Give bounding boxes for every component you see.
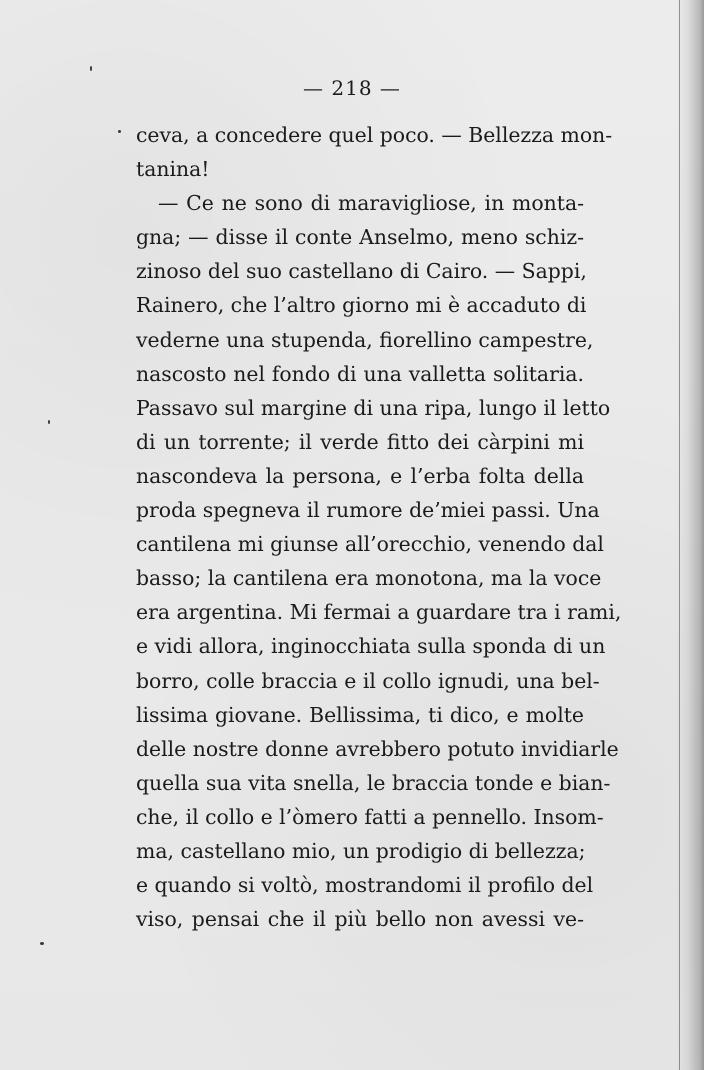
text-line: delle nostre donne avrebbero potuto invidiarle [136,736,619,761]
text-line: che, il collo e l’òmero fatti a pennello. Insom- [136,804,604,829]
ink-speck [40,942,44,945]
text-line: viso, pensai che il più bello non avessi ve- [136,907,584,932]
page-number: — 218 — [303,76,401,100]
text-line: di un torrente; il verde fitto dei càrpini mi [136,429,584,454]
text-line: lissima giovane. Bellissima, ti dico, e molte [136,702,584,727]
text-line: era argentina. Mi fermai a guardare tra i rami, [136,600,622,625]
text-line: e vidi allora, inginocchiata sulla sponda di un [136,634,606,659]
text-line: proda spegneva il rumore de’miei passi. Una [136,498,600,523]
ink-speck [48,420,50,424]
text-line: — Ce ne sono di maravigliose, in monta- [158,191,584,216]
text-line: ma, castellano mio, un prodigio di bellezza; [136,838,586,863]
text-line: nascondeva la persona, e l’erba folta della [136,463,584,488]
ink-speck [90,66,92,71]
text-line: basso; la cantilena era monotona, ma la voce [136,566,602,591]
text-line: zinoso del suo castellano di Cairo. — Sappi, [136,259,587,284]
text-line: vederne una stupenda, fiorellino campestre, [136,327,594,352]
page-edge-line [679,0,680,1070]
text-line: gna; — disse il conte Anselmo, meno schiz- [136,225,584,250]
text-line: cantilena mi giunse all’orecchio, venendo dal [136,532,604,557]
text-line: nascosto nel fondo di una valletta solitaria. [136,361,584,386]
text-line: e quando si voltò, mostrandomi il profilo del [136,873,594,898]
text-line: borro, colle braccia e il collo ignudi, una bel- [136,668,600,693]
text-line: Rainero, che l’altro giorno mi è accaduto di [136,293,587,318]
page-gutter-shadow [676,0,704,1070]
body-text [136,118,622,936]
text-line: Passavo sul margine di una ripa, lungo il letto [136,395,611,420]
text-line: quella sua vita snella, le braccia tonde e bian- [136,770,611,795]
text-line: tanina! [136,157,210,182]
ink-speck [118,130,121,133]
text-line: ceva, a concedere quel poco. — Bellezza mon- [136,123,613,147]
